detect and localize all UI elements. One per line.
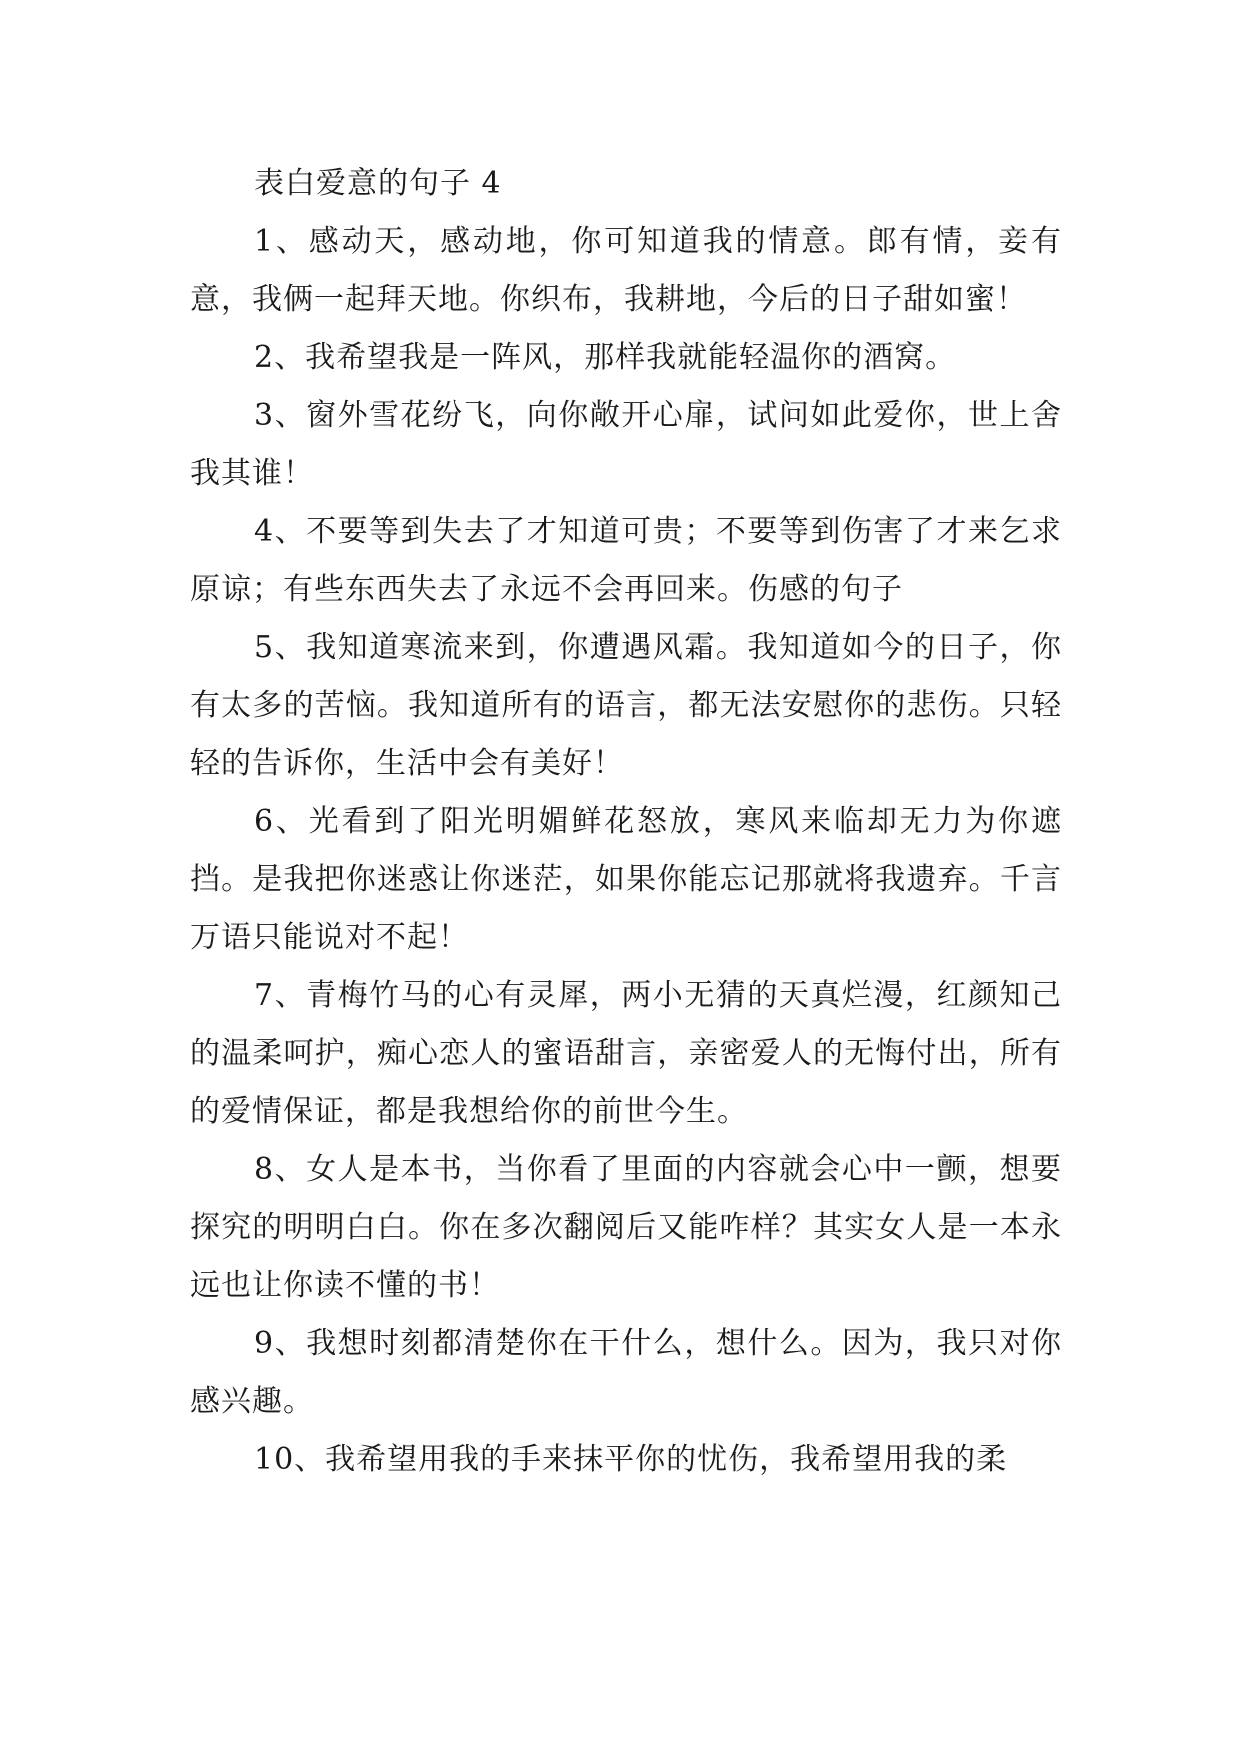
paragraph-8: 8、女人是本书，当你看了里面的内容就会心中一颤，想要探究的明明白白。你在多次翻阅后又能咋样？其实女人是一本永远也让你读不懂的书！ (190, 1152, 1062, 1303)
paragraph-6: 6、光看到了阳光明媚鲜花怒放，寒风来临却无力为你遮挡。是我把你迷惑让你迷茫，如果你能忘记那就将我遗弃。千言万语只能说对不起！ (190, 804, 1062, 955)
section-heading: 表白爱意的句子 4 (254, 166, 502, 201)
paragraph-3: 3、窗外雪花纷飞，向你敞开心扉，试问如此爱你，世上舍我其谁！ (190, 398, 1062, 491)
paragraph-7: 7、青梅竹马的心有灵犀，两小无猜的天真烂漫，红颜知己的温柔呵护，痴心恋人的蜜语甜言，亲密爱人的无悔付出，所有的爱情保证，都是我想给你的前世今生。 (190, 978, 1062, 1129)
paragraph-2: 2、我希望我是一阵风，那样我就能轻温你的酒窝。 (254, 340, 957, 375)
paragraph-1: 1、感动天，感动地，你可知道我的情意。郎有情，妾有意，我俩一起拜天地。你织布，我耕地，今后的日子甜如蜜！ (190, 224, 1062, 317)
document-page (190, 155, 1062, 1489)
paragraph-9: 9、我想时刻都清楚你在干什么，想什么。因为，我只对你感兴趣。 (190, 1326, 1062, 1419)
paragraph-4: 4、不要等到失去了才知道可贵；不要等到伤害了才来乞求原谅；有些东西失去了永远不会再回来。伤感的句子 (190, 514, 1062, 607)
paragraph-5: 5、我知道寒流来到，你遭遇风霜。我知道如今的日子，你有太多的苦恼。我知道所有的语言，都无法安慰你的悲伤。只轻轻的告诉你，生活中会有美好！ (190, 630, 1062, 781)
paragraph-10: 10、我希望用我的手来抹平你的忧伤，我希望用我的柔 (254, 1442, 1008, 1477)
